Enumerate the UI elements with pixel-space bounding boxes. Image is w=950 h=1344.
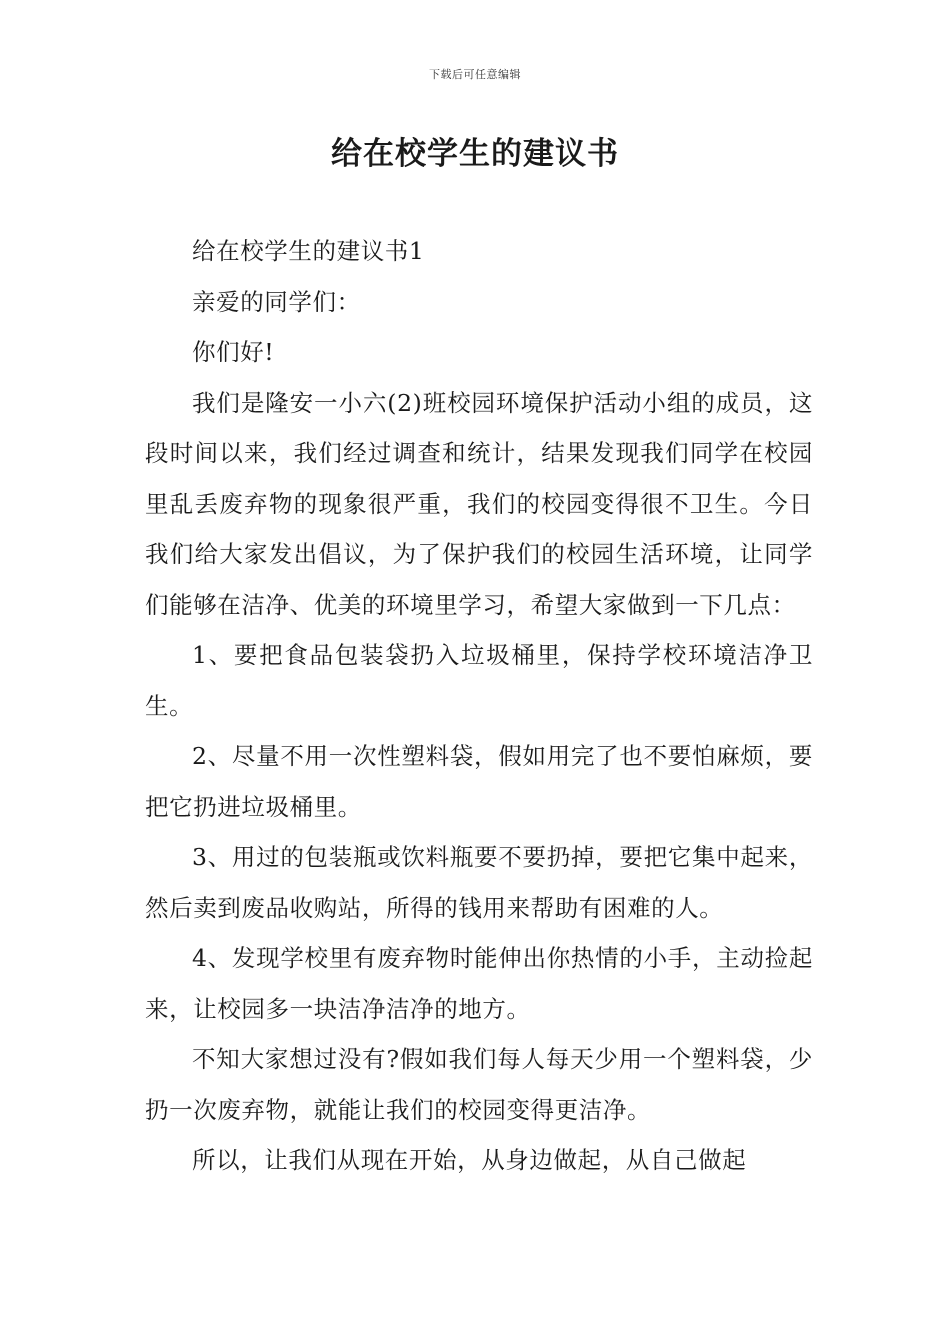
paragraph-item-3: 3、用过的包装瓶或饮料瓶要不要扔掉，要把它集中起来，然后卖到废品收购站，所得的钱用来帮助有困难的人。 — [145, 843, 813, 922]
header-note: 下载后可任意编辑 — [429, 68, 521, 81]
paragraph-item-1: 1、要把食品包装袋扔入垃圾桶里，保持学校环境洁净卫生。 — [145, 641, 813, 720]
paragraph-salutation: 亲爱的同学们： — [192, 287, 361, 316]
paragraph-reflection: 不知大家想过没有?假如我们每人每天少用一个塑料袋，少扔一次废弃物，就能让我们的校园变得更洁净。 — [145, 1045, 813, 1124]
paragraph-closing: 所以，让我们从现在开始，从身边做起，从自己做起 — [192, 1146, 747, 1174]
paragraph-greeting: 你们好! — [192, 338, 275, 366]
paragraph-item-4: 4、发现学校里有废弃物时能伸出你热情的小手，主动捡起来，让校园多一块洁净洁净的地方。 — [145, 944, 813, 1023]
paragraph-item-2: 2、尽量不用一次性塑料袋，假如用完了也不要怕麻烦，要把它扔进垃圾桶里。 — [145, 742, 813, 821]
paragraph-subtitle: 给在校学生的建议书1 — [192, 237, 425, 265]
document-title: 给在校学生的建议书 — [331, 136, 619, 172]
paragraph-intro: 我们是隆安一小六(2)班校园环境保护活动小组的成员，这段时间以来，我们经过调查和统计，结果发现我们同学在校园里乱丢废弃物的现象很严重，我们的校园变得很不卫生。今日我们给大家发出倡议，为了保护我们的校园生活环境，让同学们能够在洁净、优美的环境里学习，希望大家做到一下几点： — [145, 388, 813, 619]
document-body — [145, 226, 813, 1186]
